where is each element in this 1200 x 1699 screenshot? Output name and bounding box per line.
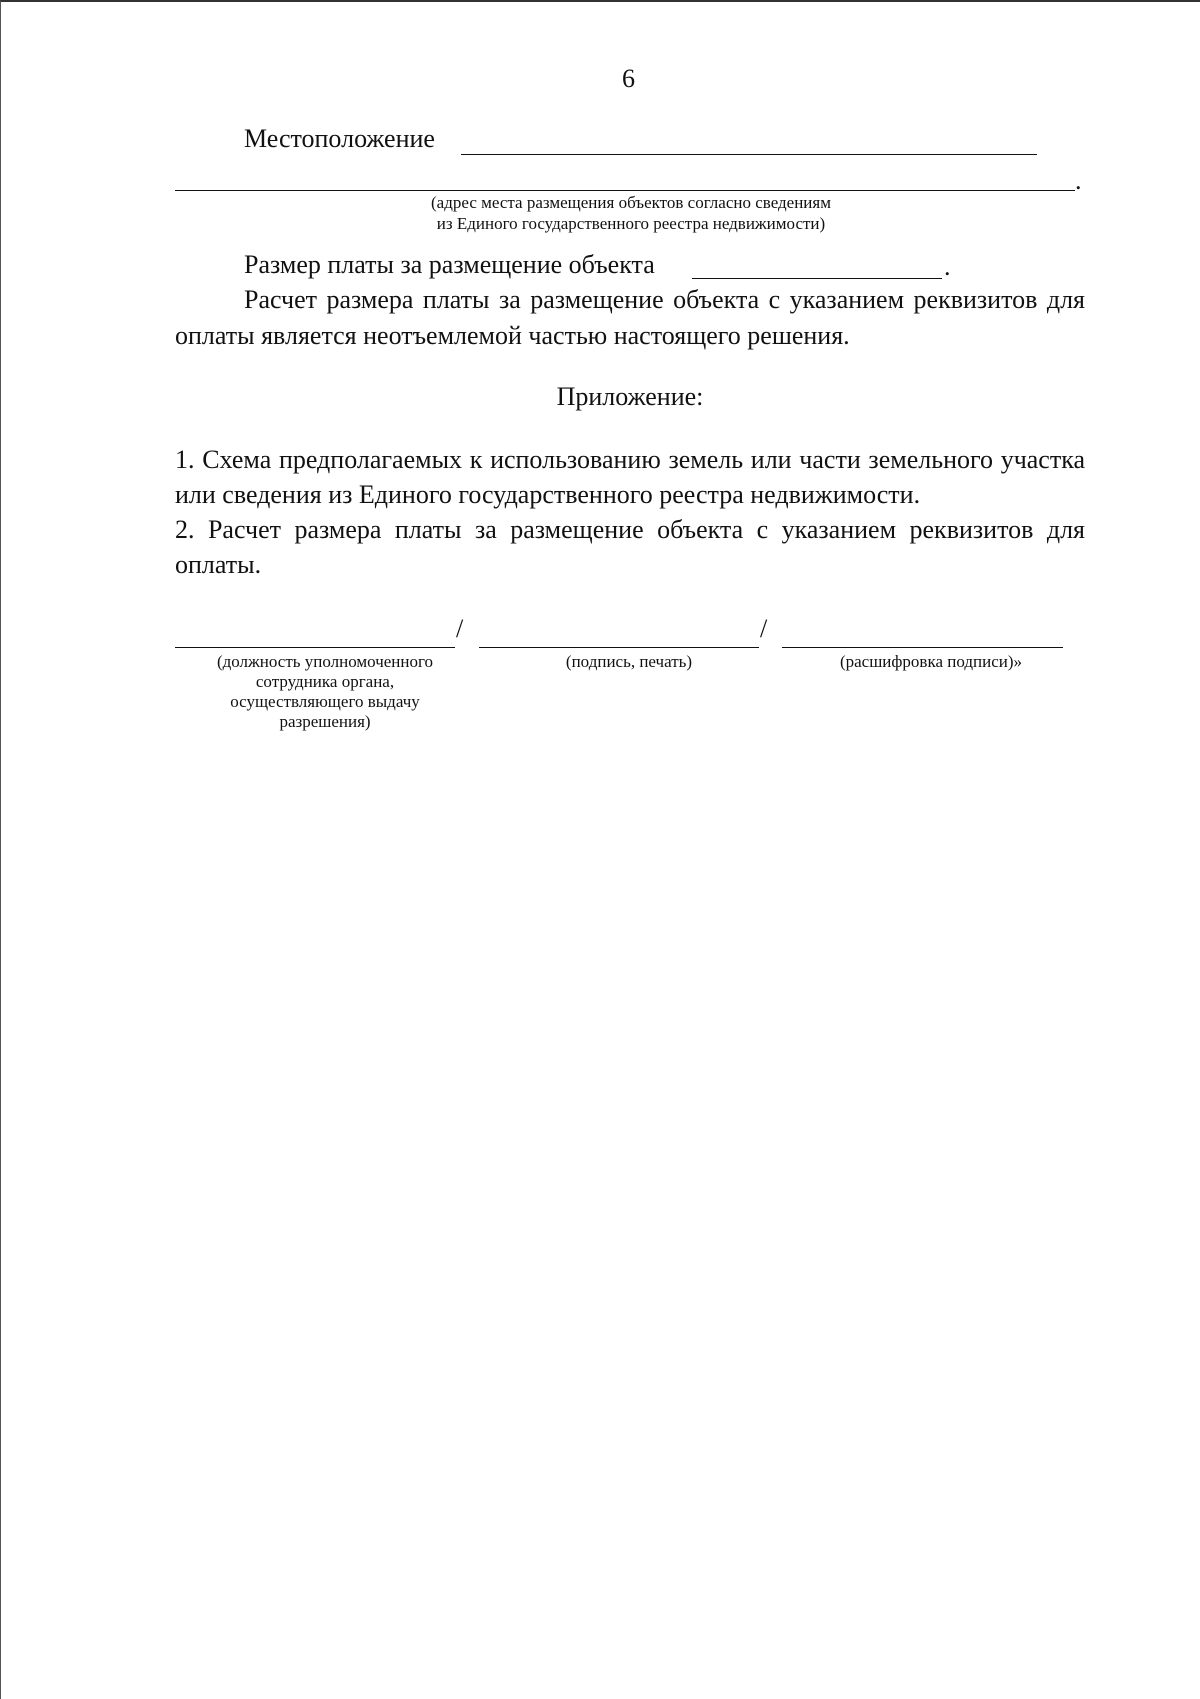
- position-caption-line-3: осуществляющего выдачу: [230, 692, 420, 711]
- appendix-item-1: 1. Схема предполагаемых к использованию земель или части земельного участка или сведения из Единого государственного реестра недвижимости.: [175, 445, 1085, 509]
- sign-caption: (подпись, печать): [565, 652, 693, 671]
- fee-label: Размер платы за размещение объекта: [244, 250, 655, 279]
- position-caption-line-1: (должность уполномоченного: [216, 652, 434, 671]
- appendix-item-2: 2. Расчет размера платы за размещение объекта с указанием реквизитов для оплаты.: [175, 515, 1085, 579]
- page-number: 6: [622, 64, 635, 93]
- position-caption-line-4: разрешения): [279, 712, 371, 731]
- fee-calculation-paragraph: Расчет размера платы за размещение объекта с указанием реквизитов для оплаты является неотъемлемой частью настоящего решения.: [175, 285, 1085, 350]
- location-fill-line-1: [461, 154, 1037, 155]
- address-caption-line-2: из Единого государственного реестра недвижимости): [436, 214, 826, 233]
- decode-caption: (расшифровка подписи)»: [839, 652, 1023, 671]
- fee-fill-line: [692, 278, 942, 279]
- address-caption: [346, 192, 916, 234]
- address-caption-line-1: (адрес места размещения объектов согласно сведениям: [431, 193, 831, 212]
- signature-separator-2: /: [760, 614, 768, 643]
- sign-signature-line: [479, 647, 759, 648]
- signature-separator-1: /: [456, 614, 464, 643]
- position-signature-line: [175, 647, 455, 648]
- location-end-mark: .: [1075, 166, 1082, 195]
- location-label: Местоположение: [244, 124, 435, 153]
- decode-signature-line: [782, 647, 1063, 648]
- position-caption-line-2: сотрудника органа,: [255, 672, 395, 691]
- appendix-list: [175, 442, 1085, 582]
- appendix-title: Приложение:: [556, 382, 704, 411]
- fee-end-mark: .: [944, 252, 951, 281]
- position-caption: [185, 652, 465, 732]
- location-fill-line-2: [175, 190, 1075, 191]
